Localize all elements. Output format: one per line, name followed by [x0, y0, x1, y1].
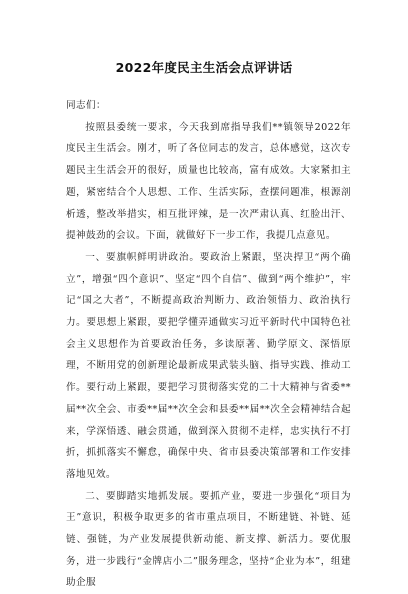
salutation: 同志们： — [66, 100, 106, 111]
paragraph-intro: 按照县委统一要求，今天我到席指导我们**镇领导2022年度民主生活会。刚才，听了各位同志的发言，总体感觉，这次专题民主生活会开的很好，质量也比较高，富有成效。大家紧扣主题，紧密结合个人思想、工作、生活实际，查摆问题准，根源剖析透，整改举措实，相互批评辣，是一次严肃认真、红脸出汗、提神鼓劲的会议。下面，就做好下一步工作，我提几点意见。 — [66, 121, 351, 242]
paragraph-development: 二、要脚踏实地抓发展。要抓产业，要进一步强化“项目为王”意识，积极争取更多的省市重点项目，不断建链、补链、延链、强链，为产业发展提供新动能、新支撑、新活力。要优服务，进一步践行“金牌店小二”服务理念，坚持“企业为本”，组建助企服 — [66, 490, 351, 589]
document-title: 2022年度民主生活会点评讲话 — [115, 60, 293, 75]
document-body — [66, 95, 351, 594]
paragraph-politics: 一、要旗帜鲜明讲政治。要政治上紧跟，坚决捍卫“两个确立”，增强“四个意识”、坚定“四个自信”、做到“两个维护”，牢记“国之大者”，不断提高政治判断力、政治领悟力、政治执行力。要思想上紧跟，要把学懂弄通做实习近平新时代中国特色社会主义思想作为首要政治任务，多读原著、勤学原文、深悟原理，不断用党的创新理论最新成果武装头脑、指导实践、推动工作。要行动上紧跟，要把学习贯彻落实党的二十大精神与省委**届**次全会、市委**届**次全会和县委**届**次全会精神结合起来，学深悟透、融会贯通，做到深入贯彻不走样，忠实执行不打折，抓抓落实不懈怠，确保中央、省市县委决策部署和工作安排落地见效。 — [66, 251, 351, 480]
